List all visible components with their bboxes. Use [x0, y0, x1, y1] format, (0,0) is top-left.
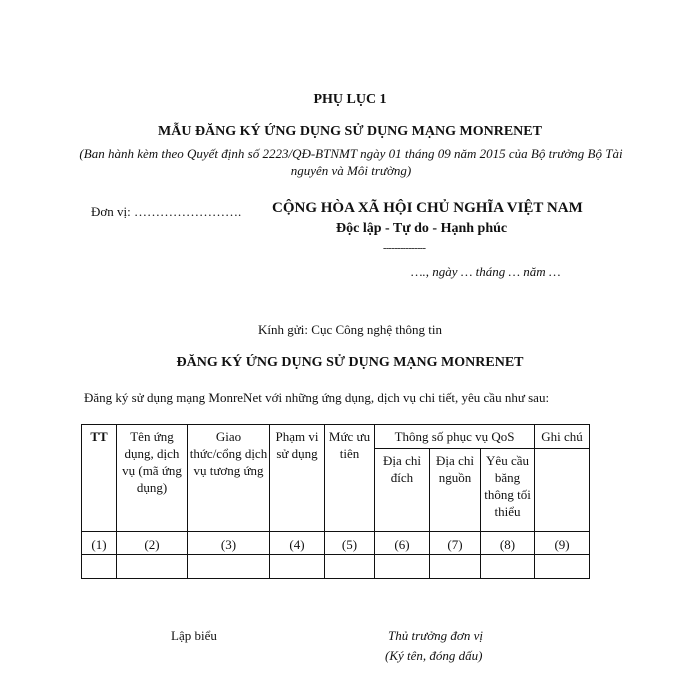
intro-text: Đăng ký sử dụng mạng MonreNet với những ứng dụng, dịch vụ chi tiết, yêu cầu như sau: [84, 390, 550, 405]
column-number: (3) [188, 532, 270, 555]
column-number: (9) [535, 532, 590, 555]
recipient-line: Kính gửi: Cục Công nghệ thông tin [258, 322, 442, 337]
table-cell [481, 555, 535, 579]
column-number: (5) [325, 532, 375, 555]
table-cell [375, 555, 430, 579]
table-cell [188, 555, 270, 579]
registration-table [81, 424, 590, 579]
column-number-row [82, 532, 590, 555]
column-number: (8) [481, 532, 535, 555]
header-protocol: Giao thức/cổng dịch vụ tương ứng [188, 425, 270, 532]
header-min-bandwidth: Yêu cầu băng thông tối thiểu [481, 449, 535, 532]
header-service-name: Tên ứng dụng, dịch vụ (mã ứng dụng) [117, 425, 188, 532]
table-row [82, 555, 590, 579]
header-priority: Mức ưu tiên [325, 425, 375, 532]
preparer-signature-label: Lập biểu [171, 628, 217, 643]
date-line: …., ngày … tháng … năm … [411, 264, 561, 279]
motto-rule: --------------- [383, 243, 426, 254]
column-number: (7) [430, 532, 481, 555]
table-cell [270, 555, 325, 579]
table-cell [82, 555, 117, 579]
header-notes-blank [535, 449, 590, 532]
column-number: (6) [375, 532, 430, 555]
unit-head-signature-note: (Ký tên, đóng dấu) [385, 648, 483, 663]
national-motto: Độc lập - Tự do - Hạnh phúc [336, 221, 508, 236]
column-number: (4) [270, 532, 325, 555]
column-number: (2) [117, 532, 188, 555]
column-number: (1) [82, 532, 117, 555]
country-name: CỘNG HÒA XÃ HỘI CHỦ NGHĨA VIỆT NAM [272, 200, 583, 216]
header-dest-address: Địa chỉ đích [375, 449, 430, 532]
form-subtitle: (Ban hành kèm theo Quyết định số 2223/QĐ-BTNMT ngày 01 tháng 09 năm 2015 của Bộ trưởng Bộ Tài nguyên và Môi trường) [79, 146, 623, 178]
appendix-title: PHỤ LỤC 1 [313, 92, 387, 107]
header-qos-group: Thông số phục vụ QoS [375, 425, 535, 449]
registration-title: ĐĂNG KÝ ỨNG DỤNG SỬ DỤNG MẠNG MONRENET [176, 355, 524, 370]
table-cell [325, 555, 375, 579]
table-cell [535, 555, 590, 579]
header-source-address: Địa chỉ nguồn [430, 449, 481, 532]
form-title: MẪU ĐĂNG KÝ ỨNG DỤNG SỬ DỤNG MẠNG MONRENET [158, 124, 542, 139]
table-cell [117, 555, 188, 579]
header-scope: Phạm vi sử dụng [270, 425, 325, 532]
unit-label: Đơn vị: ……………………. [91, 204, 242, 219]
header-tt: TT [82, 425, 117, 532]
header-notes: Ghi chú [535, 425, 590, 449]
table-cell [430, 555, 481, 579]
unit-head-signature-label: Thủ trưởng đơn vị [388, 628, 483, 643]
